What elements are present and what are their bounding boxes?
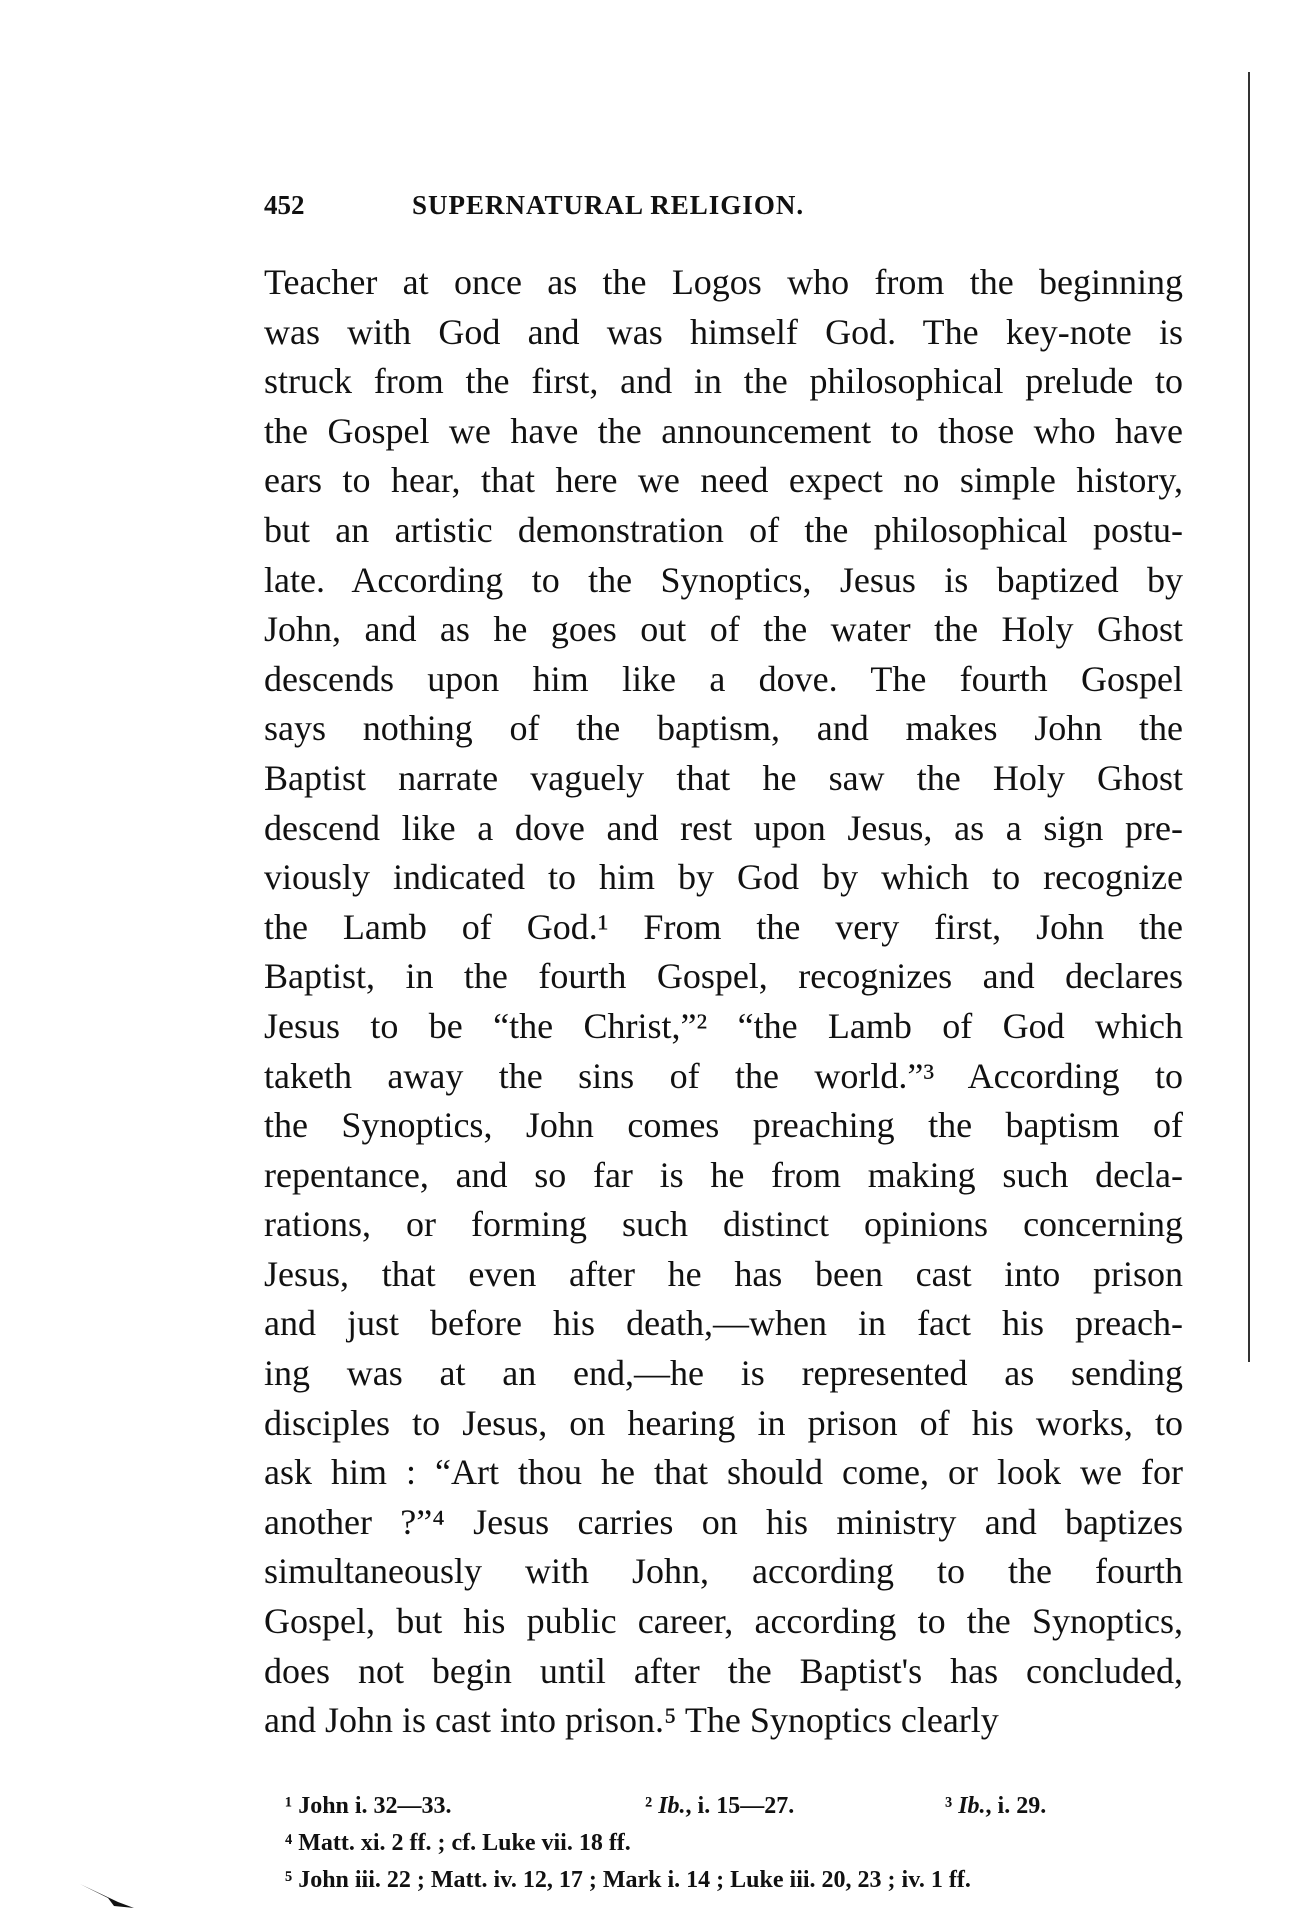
text-line: struck from the first, and in the philosophical prelude to <box>264 361 1183 402</box>
text-line: but an artistic demonstration of the philosophical postu- <box>264 509 1183 550</box>
text-line: viously indicated to him by God by which to recognize <box>264 857 1183 898</box>
text-line: Baptist narrate vaguely that he saw the Holy Ghost <box>264 757 1183 798</box>
text-line: Jesus to be “the Christ,”² “the Lamb of God which <box>264 1005 1183 1046</box>
text-line: the Gospel we have the announcement to those who have <box>264 410 1183 451</box>
footnote-3-ib: Ib. <box>958 1793 986 1819</box>
footnote-2-ib: Ib. <box>658 1793 686 1819</box>
footnote-2-mark: ² <box>645 1793 653 1819</box>
footnote-row-1 <box>285 1788 1185 1825</box>
running-header <box>264 190 1183 230</box>
footnote-5: ⁵ John iii. 22 ; Matt. iv. 12, 17 ; Mark i. 14 ; Luke iii. 20, 23 ; iv. 1 ff. <box>285 1867 971 1893</box>
text-line: another ?”⁴ Jesus carries on his ministry and baptizes <box>264 1501 1183 1542</box>
footnote-3 <box>945 1788 1046 1825</box>
text-line: says nothing of the baptism, and makes John the <box>264 708 1183 749</box>
page-number: 452 <box>264 190 305 220</box>
text-line: descend like a dove and rest upon Jesus, as a sign pre- <box>264 807 1183 848</box>
text-line: Baptist, in the fourth Gospel, recognizes and declares <box>264 956 1183 997</box>
text-line: the Lamb of God.¹ From the very first, John the <box>264 906 1183 947</box>
text-line: rations, or forming such distinct opinions concerning <box>264 1204 1183 1245</box>
text-line: ears to hear, that here we need expect no simple history, <box>264 460 1183 501</box>
text-line: John, and as he goes out of the water the Holy Ghost <box>264 609 1183 650</box>
text-line: disciples to Jesus, on hearing in prison of his works, to <box>264 1402 1183 1443</box>
footnote-1: ¹ John i. 32—33. <box>285 1793 452 1819</box>
text-line: ing was at an end,—he is represented as sending <box>264 1353 1183 1394</box>
footnote-3-mark: ³ <box>945 1793 953 1819</box>
text-line: does not begin until after the Baptist's has concluded, <box>264 1650 1183 1691</box>
text-line: and just before his death,—when in fact his preach- <box>264 1303 1183 1344</box>
footnotes <box>285 1788 1185 1899</box>
body-text <box>264 258 1183 1746</box>
footnote-row-3 <box>285 1862 1185 1899</box>
text-line: Jesus, that even after he has been cast into prison <box>264 1253 1183 1294</box>
text-line: the Synoptics, John comes preaching the baptism of <box>264 1105 1183 1146</box>
text-line: repentance, and so far is he from making such decla- <box>264 1154 1183 1195</box>
text-line: Teacher at once as the Logos who from the beginning <box>264 262 1183 302</box>
text-line: and John is cast into prison.⁵ The Synoptics clearly <box>264 1700 999 1741</box>
text-line: was with God and was himself God. The key-note is <box>264 311 1183 352</box>
text-line: descends upon him like a dove. The fourth Gospel <box>264 658 1183 699</box>
text-line: taketh away the sins of the world.”³ According to <box>264 1055 1183 1096</box>
text-line: ask him : “Art thou he that should come, or look we for <box>264 1452 1183 1493</box>
scan-mark-arrow-icon <box>78 1880 138 1910</box>
text-line: Gospel, but his public career, according to the Synoptics, <box>264 1601 1183 1642</box>
footnote-4: ⁴ Matt. xi. 2 ff. ; cf. Luke vii. 18 ff. <box>285 1830 631 1856</box>
footnote-2 <box>645 1788 794 1825</box>
running-title: SUPERNATURAL RELIGION. <box>412 190 805 220</box>
text-line: late. According to the Synoptics, Jesus is baptized by <box>264 559 1183 600</box>
text-line: simultaneously with John, according to the fourth <box>264 1551 1183 1592</box>
footnote-row-2 <box>285 1825 1185 1862</box>
footnote-2-ref: , i. 15—27. <box>685 1793 795 1819</box>
footnote-3-ref: , i. 29. <box>985 1793 1047 1819</box>
scan-edge-line <box>1248 72 1250 1362</box>
